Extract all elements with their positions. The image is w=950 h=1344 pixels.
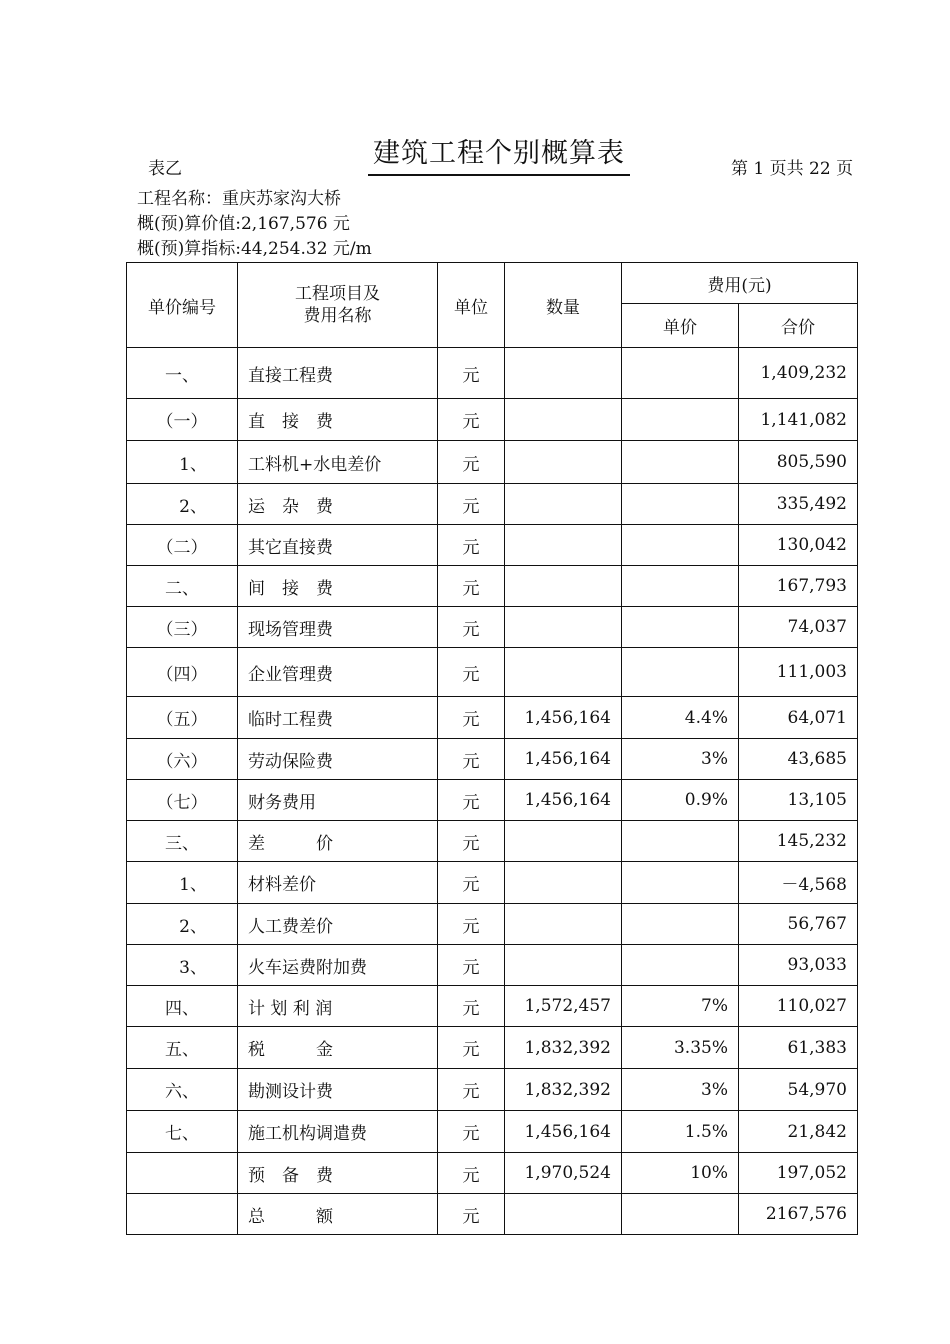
row-qty <box>505 821 622 862</box>
row-unit-price: 3% <box>622 739 739 780</box>
row-unit-price: 7% <box>622 986 739 1027</box>
row-total: 1,409,232 <box>739 348 858 399</box>
table-row <box>127 904 858 945</box>
row-unit: 元 <box>438 862 505 904</box>
row-unit-price <box>622 862 739 904</box>
row-unit: 元 <box>438 739 505 780</box>
row-qty <box>505 862 622 904</box>
row-unit-price <box>622 441 739 484</box>
row-unit: 元 <box>438 441 505 484</box>
row-code: （六） <box>127 739 238 780</box>
row-unit: 元 <box>438 399 505 441</box>
row-name: 计 划 利 润 <box>238 986 438 1027</box>
document-title: 建筑工程个别概算表 <box>368 136 630 176</box>
table-row <box>127 1153 858 1194</box>
row-name: 预 备 费 <box>238 1153 438 1194</box>
row-unit-price <box>622 484 739 525</box>
table-row <box>127 484 858 525</box>
row-qty <box>505 1194 622 1235</box>
row-qty <box>505 484 622 525</box>
header-item-line2: 费用名称 <box>303 306 372 326</box>
table-row <box>127 399 858 441</box>
row-qty: 1,456,164 <box>505 697 622 739</box>
row-name: 施工机构调遣费 <box>238 1111 438 1153</box>
table-body <box>127 348 858 1235</box>
row-total: 93,033 <box>739 945 858 986</box>
row-code: （四） <box>127 648 238 697</box>
estimate-value: 概(预)算价值:2,167,576 元 <box>137 214 350 234</box>
row-unit: 元 <box>438 1194 505 1235</box>
table-row <box>127 945 858 986</box>
row-qty: 1,832,392 <box>505 1027 622 1069</box>
row-qty <box>505 566 622 607</box>
row-name: 间 接 费 <box>238 566 438 607</box>
header-item-line1: 工程项目及 <box>295 284 380 304</box>
row-unit: 元 <box>438 525 505 566</box>
header-item <box>238 263 438 348</box>
row-unit-price: 0.9% <box>622 780 739 821</box>
row-code: （一） <box>127 399 238 441</box>
row-unit: 元 <box>438 607 505 648</box>
row-name: 其它直接费 <box>238 525 438 566</box>
row-unit-price <box>622 648 739 697</box>
row-total: 2167,576 <box>739 1194 858 1235</box>
row-unit: 元 <box>438 566 505 607</box>
table-row <box>127 566 858 607</box>
header-unit: 单位 <box>438 263 505 348</box>
row-unit-price <box>622 1194 739 1235</box>
row-unit: 元 <box>438 1153 505 1194</box>
row-total: 56,767 <box>739 904 858 945</box>
row-code: 三、 <box>127 821 238 862</box>
row-qty: 1,456,164 <box>505 739 622 780</box>
row-total: 21,842 <box>739 1111 858 1153</box>
estimate-index: 概(预)算指标:44,254.32 元/m <box>137 239 372 259</box>
row-unit: 元 <box>438 904 505 945</box>
row-total: 130,042 <box>739 525 858 566</box>
row-unit-price <box>622 821 739 862</box>
row-total: 805,590 <box>739 441 858 484</box>
row-unit-price: 10% <box>622 1153 739 1194</box>
row-total: 145,232 <box>739 821 858 862</box>
row-code: 2、 <box>127 904 238 945</box>
page-indicator: 第 1 页共 22 页 <box>731 159 854 179</box>
header-total: 合价 <box>739 304 858 348</box>
row-code <box>127 1153 238 1194</box>
row-total: 74,037 <box>739 607 858 648</box>
header-unit-price: 单价 <box>622 304 739 348</box>
row-unit: 元 <box>438 1027 505 1069</box>
header-cost: 费用(元) <box>622 263 858 304</box>
table-row <box>127 607 858 648</box>
row-total: 61,383 <box>739 1027 858 1069</box>
row-total: 111,003 <box>739 648 858 697</box>
row-qty <box>505 945 622 986</box>
row-qty <box>505 607 622 648</box>
row-total: －4,568 <box>739 862 858 904</box>
row-code: 3、 <box>127 945 238 986</box>
row-total: 43,685 <box>739 739 858 780</box>
row-unit: 元 <box>438 780 505 821</box>
header-code: 单价编号 <box>127 263 238 348</box>
row-qty: 1,832,392 <box>505 1069 622 1111</box>
row-qty: 1,970,524 <box>505 1153 622 1194</box>
row-code: 七、 <box>127 1111 238 1153</box>
row-code: （二） <box>127 525 238 566</box>
row-total: 197,052 <box>739 1153 858 1194</box>
row-code: （五） <box>127 697 238 739</box>
row-name: 税 金 <box>238 1027 438 1069</box>
row-code: （七） <box>127 780 238 821</box>
row-qty <box>505 904 622 945</box>
table-row <box>127 1111 858 1153</box>
row-total: 13,105 <box>739 780 858 821</box>
row-code: 六、 <box>127 1069 238 1111</box>
header-qty: 数量 <box>505 263 622 348</box>
row-total: 110,027 <box>739 986 858 1027</box>
project-name: 工程名称：重庆苏家沟大桥 <box>137 189 341 209</box>
row-total: 1,141,082 <box>739 399 858 441</box>
row-unit: 元 <box>438 945 505 986</box>
row-unit: 元 <box>438 821 505 862</box>
table-row <box>127 862 858 904</box>
row-unit-price: 3% <box>622 1069 739 1111</box>
row-name: 材料差价 <box>238 862 438 904</box>
row-unit-price: 1.5% <box>622 1111 739 1153</box>
table-row <box>127 739 858 780</box>
row-unit: 元 <box>438 986 505 1027</box>
row-unit-price <box>622 945 739 986</box>
row-code: 1、 <box>127 862 238 904</box>
row-name: 劳动保险费 <box>238 739 438 780</box>
row-unit-price: 4.4% <box>622 697 739 739</box>
row-qty <box>505 441 622 484</box>
row-name: 总 额 <box>238 1194 438 1235</box>
row-qty <box>505 348 622 399</box>
row-total: 167,793 <box>739 566 858 607</box>
row-code: （三） <box>127 607 238 648</box>
table-label: 表乙 <box>148 159 182 179</box>
row-code: 五、 <box>127 1027 238 1069</box>
row-code: 一、 <box>127 348 238 399</box>
table-row <box>127 986 858 1027</box>
row-unit-price <box>622 399 739 441</box>
row-name: 企业管理费 <box>238 648 438 697</box>
table-row <box>127 1069 858 1111</box>
row-qty: 1,456,164 <box>505 780 622 821</box>
row-qty: 1,456,164 <box>505 1111 622 1153</box>
row-code: 四、 <box>127 986 238 1027</box>
row-qty <box>505 648 622 697</box>
table-row <box>127 780 858 821</box>
row-name: 人工费差价 <box>238 904 438 945</box>
row-unit-price <box>622 525 739 566</box>
table-row <box>127 697 858 739</box>
row-name: 工料机+水电差价 <box>238 441 438 484</box>
row-total: 335,492 <box>739 484 858 525</box>
row-unit: 元 <box>438 348 505 399</box>
row-qty: 1,572,457 <box>505 986 622 1027</box>
row-name: 现场管理费 <box>238 607 438 648</box>
row-unit: 元 <box>438 484 505 525</box>
row-name: 临时工程费 <box>238 697 438 739</box>
row-name: 火车运费附加费 <box>238 945 438 986</box>
row-code <box>127 1194 238 1235</box>
row-total: 64,071 <box>739 697 858 739</box>
row-unit: 元 <box>438 1069 505 1111</box>
row-name: 直 接 费 <box>238 399 438 441</box>
row-unit: 元 <box>438 648 505 697</box>
row-name: 差 价 <box>238 821 438 862</box>
estimate-table <box>126 262 858 1235</box>
row-unit-price <box>622 904 739 945</box>
row-name: 直接工程费 <box>238 348 438 399</box>
table-row <box>127 525 858 566</box>
row-unit-price <box>622 566 739 607</box>
table-row <box>127 821 858 862</box>
row-unit-price <box>622 348 739 399</box>
table-row <box>127 648 858 697</box>
row-qty <box>505 525 622 566</box>
row-code: 1、 <box>127 441 238 484</box>
row-code: 二、 <box>127 566 238 607</box>
table-row <box>127 441 858 484</box>
row-unit-price <box>622 607 739 648</box>
row-code: 2、 <box>127 484 238 525</box>
row-unit-price: 3.35% <box>622 1027 739 1069</box>
row-total: 54,970 <box>739 1069 858 1111</box>
row-name: 运 杂 费 <box>238 484 438 525</box>
row-unit: 元 <box>438 1111 505 1153</box>
table-row <box>127 1194 858 1235</box>
row-unit: 元 <box>438 697 505 739</box>
row-name: 财务费用 <box>238 780 438 821</box>
row-qty <box>505 399 622 441</box>
row-name: 勘测设计费 <box>238 1069 438 1111</box>
table-row <box>127 348 858 399</box>
table-row <box>127 1027 858 1069</box>
